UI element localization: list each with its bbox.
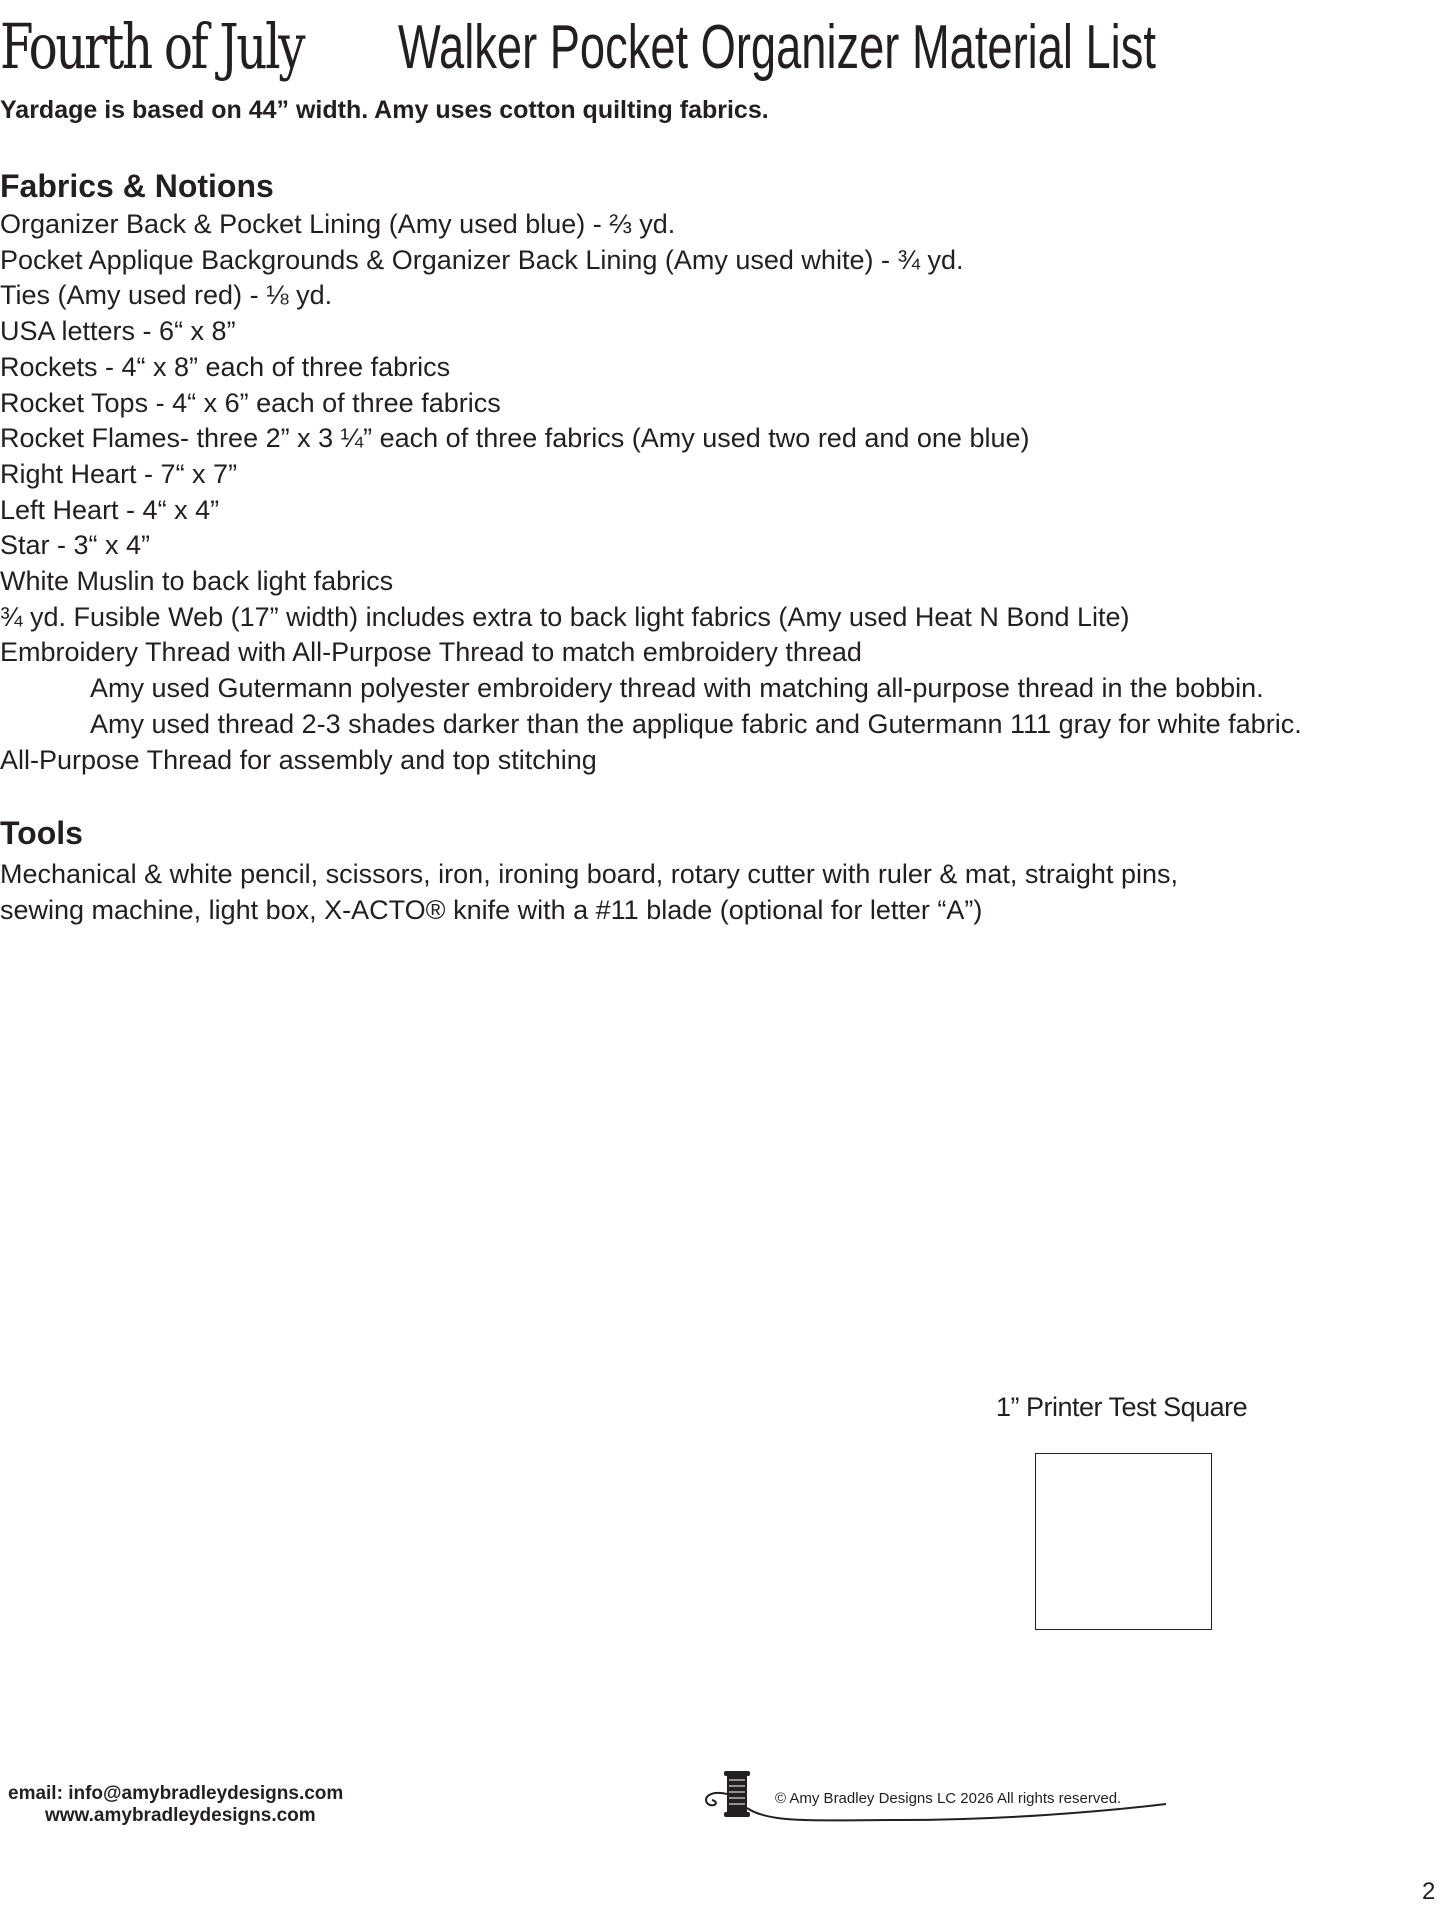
fabrics-heading: Fabrics & Notions <box>0 168 274 204</box>
list-item: Embroidery Thread with All-Purpose Thread to match embroidery thread <box>0 637 862 668</box>
list-item: White Muslin to back light fabrics <box>0 566 394 597</box>
printer-test-square <box>1035 1453 1212 1630</box>
list-item: Rocket Tops - 4“ x 6” each of three fabrics <box>0 387 501 418</box>
footer-email: email: info@amybradleydesigns.com <box>8 1783 344 1804</box>
list-item: Ties (Amy used red) - ⅛ yd. <box>0 280 333 311</box>
list-item-indented: Amy used thread 2-3 shades darker than the applique fabric and Gutermann 111 gray for white fabric. <box>90 708 1302 739</box>
copyright-notice: © Amy Bradley Designs LC 2026 All rights reserved. <box>775 1790 1122 1807</box>
list-item: Rocket Flames- three 2” x 3 ¼” each of three fabrics (Amy used two red and one blue) <box>0 423 1030 454</box>
tools-heading: Tools <box>0 815 83 851</box>
list-item: Rockets - 4“ x 8” each of three fabrics <box>0 351 451 382</box>
list-item: USA letters - 6“ x 8” <box>0 316 236 347</box>
list-item: Left Heart - 4“ x 4” <box>0 494 220 525</box>
list-item: All-Purpose Thread for assembly and top stitching <box>0 744 597 775</box>
title-row <box>0 10 389 83</box>
tools-line-1: Mechanical & white pencil, scissors, iron, ironing board, rotary cutter with ruler & mat, straight pins, <box>0 859 1178 889</box>
page-number: 2 <box>1422 1878 1436 1905</box>
test-square-label: 1” Printer Test Square <box>996 1392 1248 1422</box>
page-title: Fourth of July <box>0 10 304 83</box>
tools-line-2: sewing machine, light box, X-ACTO® knife with a #11 blade (optional for letter “A”) <box>0 895 983 925</box>
fabrics-list <box>0 207 1302 778</box>
list-item: Pocket Applique Backgrounds & Organizer Back Lining (Amy used white) - ¾ yd. <box>0 244 964 275</box>
yardage-note: Yardage is based on 44” width. Amy uses cotton quilting fabrics. <box>0 96 769 124</box>
list-item: Right Heart - 7“ x 7” <box>0 458 238 489</box>
list-item: Star - 3“ x 4” <box>0 530 151 561</box>
footer-website: www.amybradleydesigns.com <box>45 1805 316 1826</box>
page-subtitle: Walker Pocket Organizer Material List <box>398 13 1156 82</box>
list-item: ¾ yd. Fusible Web (17” width) includes extra to back light fabrics (Amy used Heat N Bond Lite) <box>0 601 1130 632</box>
list-item: Organizer Back & Pocket Lining (Amy used blue) - ⅔ yd. <box>0 209 676 239</box>
tools-text <box>0 856 1178 928</box>
list-item-indented: Amy used Gutermann polyester embroidery thread with matching all-purpose thread in the bobbin. <box>90 673 1264 704</box>
